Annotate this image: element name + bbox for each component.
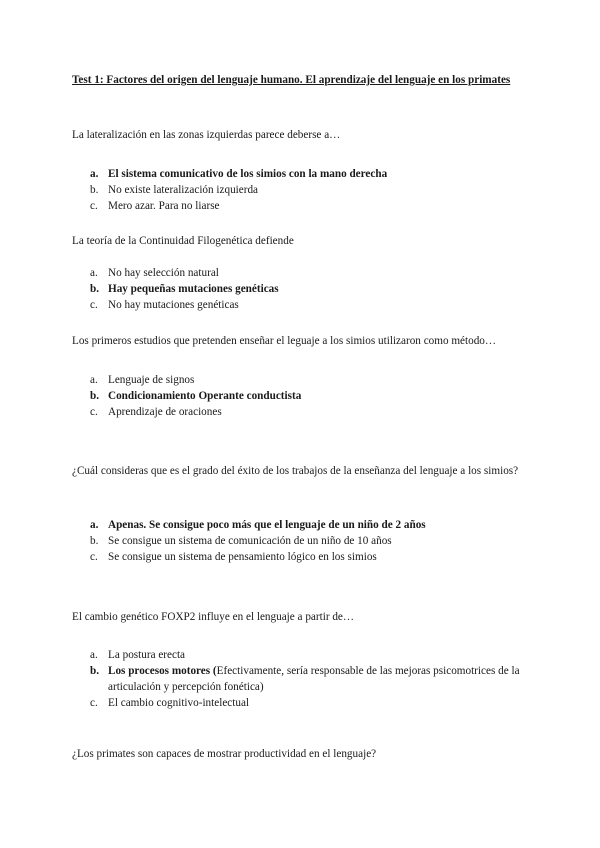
question-1: La lateralización en las zonas izquierdas parece deberse a… <box>72 129 341 141</box>
question-3-options <box>72 372 532 420</box>
page-title: Test 1: Factores del origen del lenguaje humano. El aprendizaje del lenguaje en los primates <box>72 74 511 86</box>
question-6: ¿Los primates son capaces de mostrar productividad en el lenguaje? <box>72 748 377 760</box>
option-5a: a. La postura erecta <box>90 649 186 661</box>
option-4b: b. Se consigue un sistema de comunicación de un niño de 10 años <box>90 535 392 547</box>
option-3b: b. Condicionamiento Operante conductista <box>90 390 302 402</box>
option-3a: a. Lenguaje de signos <box>90 374 195 386</box>
question-2: La teoría de la Continuidad Filogenética defiende <box>72 235 294 247</box>
question-5-options <box>72 647 532 711</box>
option-5c: c. El cambio cognitivo-intelectual <box>90 697 250 709</box>
question-4-options <box>72 517 532 565</box>
option-2a: a. No hay selección natural <box>90 267 219 279</box>
question-3: Los primeros estudios que pretenden enseñar el leguaje a los simios utilizaron como método… <box>72 335 497 347</box>
question-4: ¿Cuál consideras que es el grado del éxito de los trabajos de la enseñanza del lenguaje a los simios? <box>72 465 519 477</box>
question-5: El cambio genético FOXP2 influye en el lenguaje a partir de… <box>72 611 355 623</box>
option-1c: c. Mero azar. Para no liarse <box>90 200 220 212</box>
option-5b: b. Los procesos motores (Efectivamente, sería responsable de las mejoras psicomotrices de la articulación y percepción fonética) <box>90 665 520 693</box>
question-2-options <box>72 265 532 313</box>
option-2c: c. No hay mutaciones genéticas <box>90 299 239 311</box>
option-4a: a. Apenas. Se consigue poco más que el lenguaje de un niño de 2 años <box>90 519 426 531</box>
option-1a: a. El sistema comunicativo de los simios con la mano derecha <box>90 168 388 180</box>
option-3c: c. Aprendizaje de oraciones <box>90 406 222 418</box>
option-1b: b. No existe lateralización izquierda <box>90 184 259 196</box>
option-2b: b. Hay pequeñas mutaciones genéticas <box>90 283 279 295</box>
option-4c: c. Se consigue un sistema de pensamiento lógico en los simios <box>90 551 377 563</box>
question-1-options <box>72 166 532 214</box>
